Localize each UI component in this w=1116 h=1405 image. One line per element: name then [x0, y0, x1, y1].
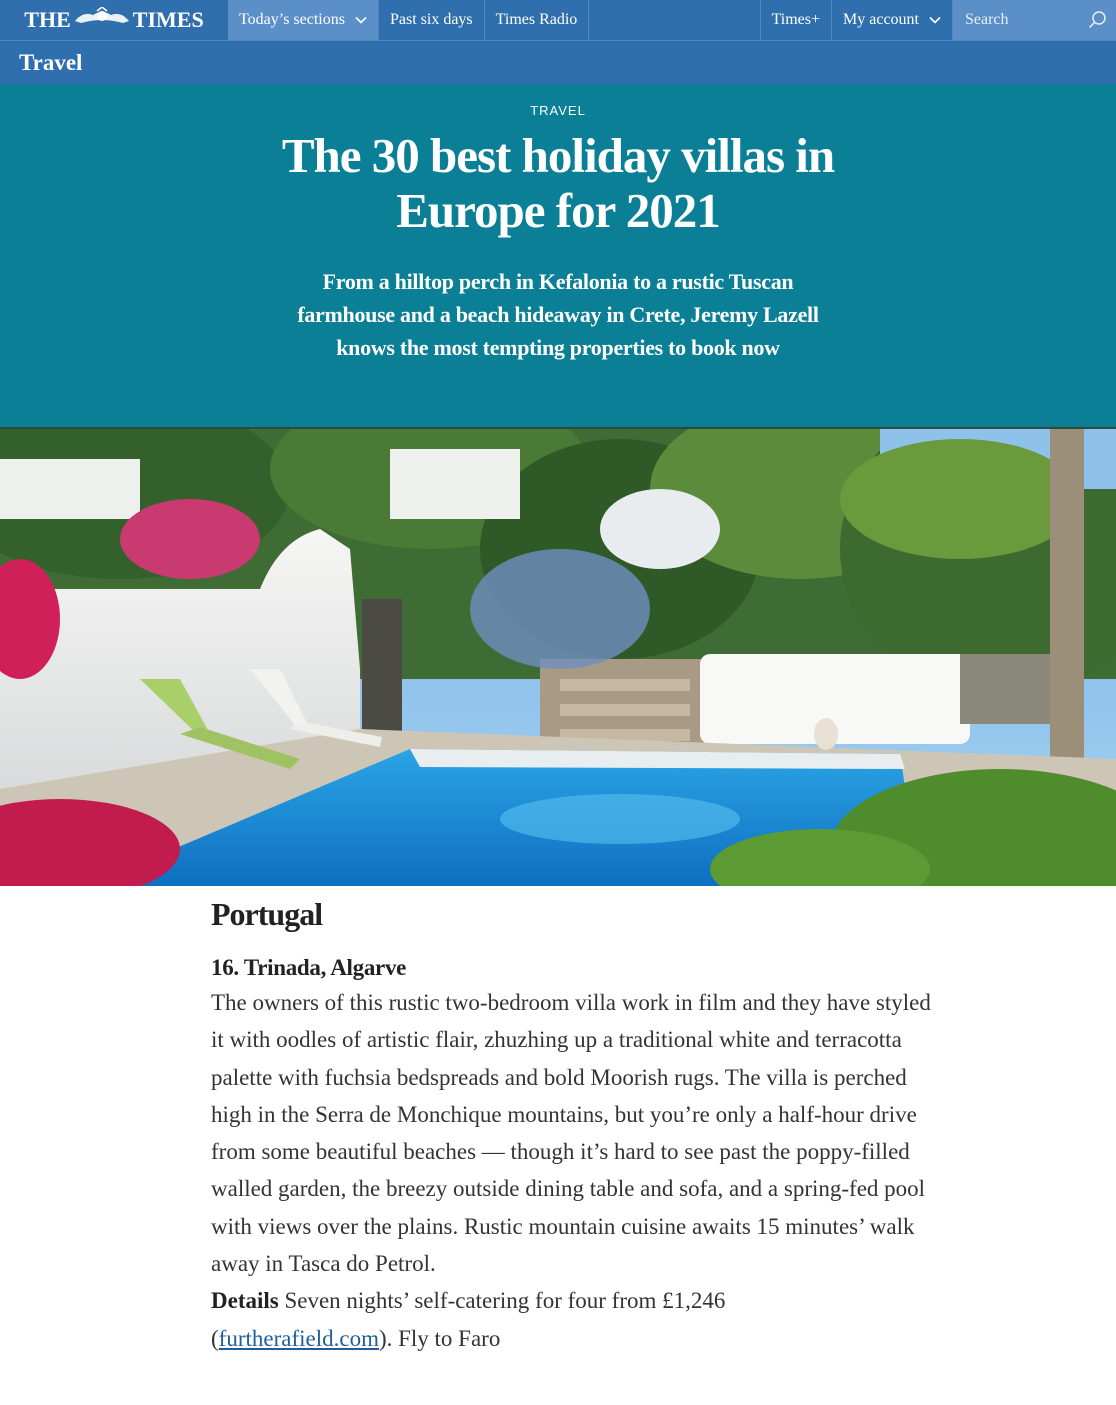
- nav-spacer: [589, 0, 760, 40]
- details-text: Seven nights’ self-catering for four from £1,246: [278, 1288, 726, 1314]
- nav-times-radio[interactable]: [485, 0, 590, 40]
- villa-subheading: 16. Trinada, Algarve: [211, 955, 407, 980]
- nav-times-plus-label: Times+: [771, 11, 821, 28]
- article-kicker: TRAVEL: [530, 103, 586, 118]
- country-heading: Portugal: [211, 896, 323, 932]
- nav-times-plus[interactable]: [761, 0, 832, 40]
- details-label: Details: [211, 1288, 279, 1314]
- nav-todays-sections-label: Today’s sections: [239, 11, 345, 28]
- nav-past-six-days[interactable]: [379, 0, 485, 40]
- logo-text-the: THE: [24, 7, 71, 32]
- article-headline: The 30 best holiday villas in Europe for 2021: [281, 128, 835, 238]
- details-paren-open: (: [211, 1325, 219, 1351]
- section-bar: [0, 41, 1116, 84]
- crest-icon: [73, 7, 131, 33]
- chevron-down-icon: [929, 16, 941, 24]
- times-logo[interactable]: [0, 0, 228, 40]
- search-icon[interactable]: [1088, 10, 1108, 30]
- section-title[interactable]: Travel: [19, 49, 83, 75]
- villa-details: [211, 1282, 931, 1357]
- nav-my-account[interactable]: [832, 0, 953, 40]
- furtherafield-link[interactable]: furtherafield.com: [218, 1325, 379, 1351]
- nav-my-account-label: My account: [843, 11, 919, 28]
- logo-text-times: TIMES: [132, 7, 204, 32]
- article-body: [211, 896, 931, 1357]
- villa-description: The owners of this rustic two-bedroom villa work in film and they have styled it with oodles of artistic flair, zhuzhing up a traditional white and terracotta palette with fuchsia bedspreads and bold Moorish rugs. The villa is perched high in the Serra de Monchique mountains, but you’re only a half-hour drive from some beautiful beaches — though it’s hard to see past the poppy-filled walled garden, the breezy outside dining table and sofa, and a spring-fed pool with views over the plains. Rustic mountain cuisine awaits 15 minutes’ walk away in Tasca do Petrol.: [211, 990, 931, 1277]
- nav-past-six-days-label: Past six days: [389, 11, 473, 28]
- search-input[interactable]: [953, 0, 1116, 40]
- nav-todays-sections[interactable]: [228, 0, 379, 40]
- nav-times-radio-label: Times Radio: [495, 11, 578, 28]
- article-hero: [0, 84, 1116, 427]
- top-navigation: [0, 0, 1116, 41]
- details-tail: ). Fly to Faro: [378, 1325, 501, 1351]
- article-standfirst: From a hilltop perch in Kefalonia to a rustic Tuscan farmhouse and a beach hideaway in Crete, Jeremy Lazell knows the most tempting properties to book now: [297, 269, 819, 360]
- chevron-down-icon: [355, 16, 367, 24]
- search-placeholder: Search: [965, 11, 1009, 28]
- villa-pool-photo: [0, 427, 1116, 886]
